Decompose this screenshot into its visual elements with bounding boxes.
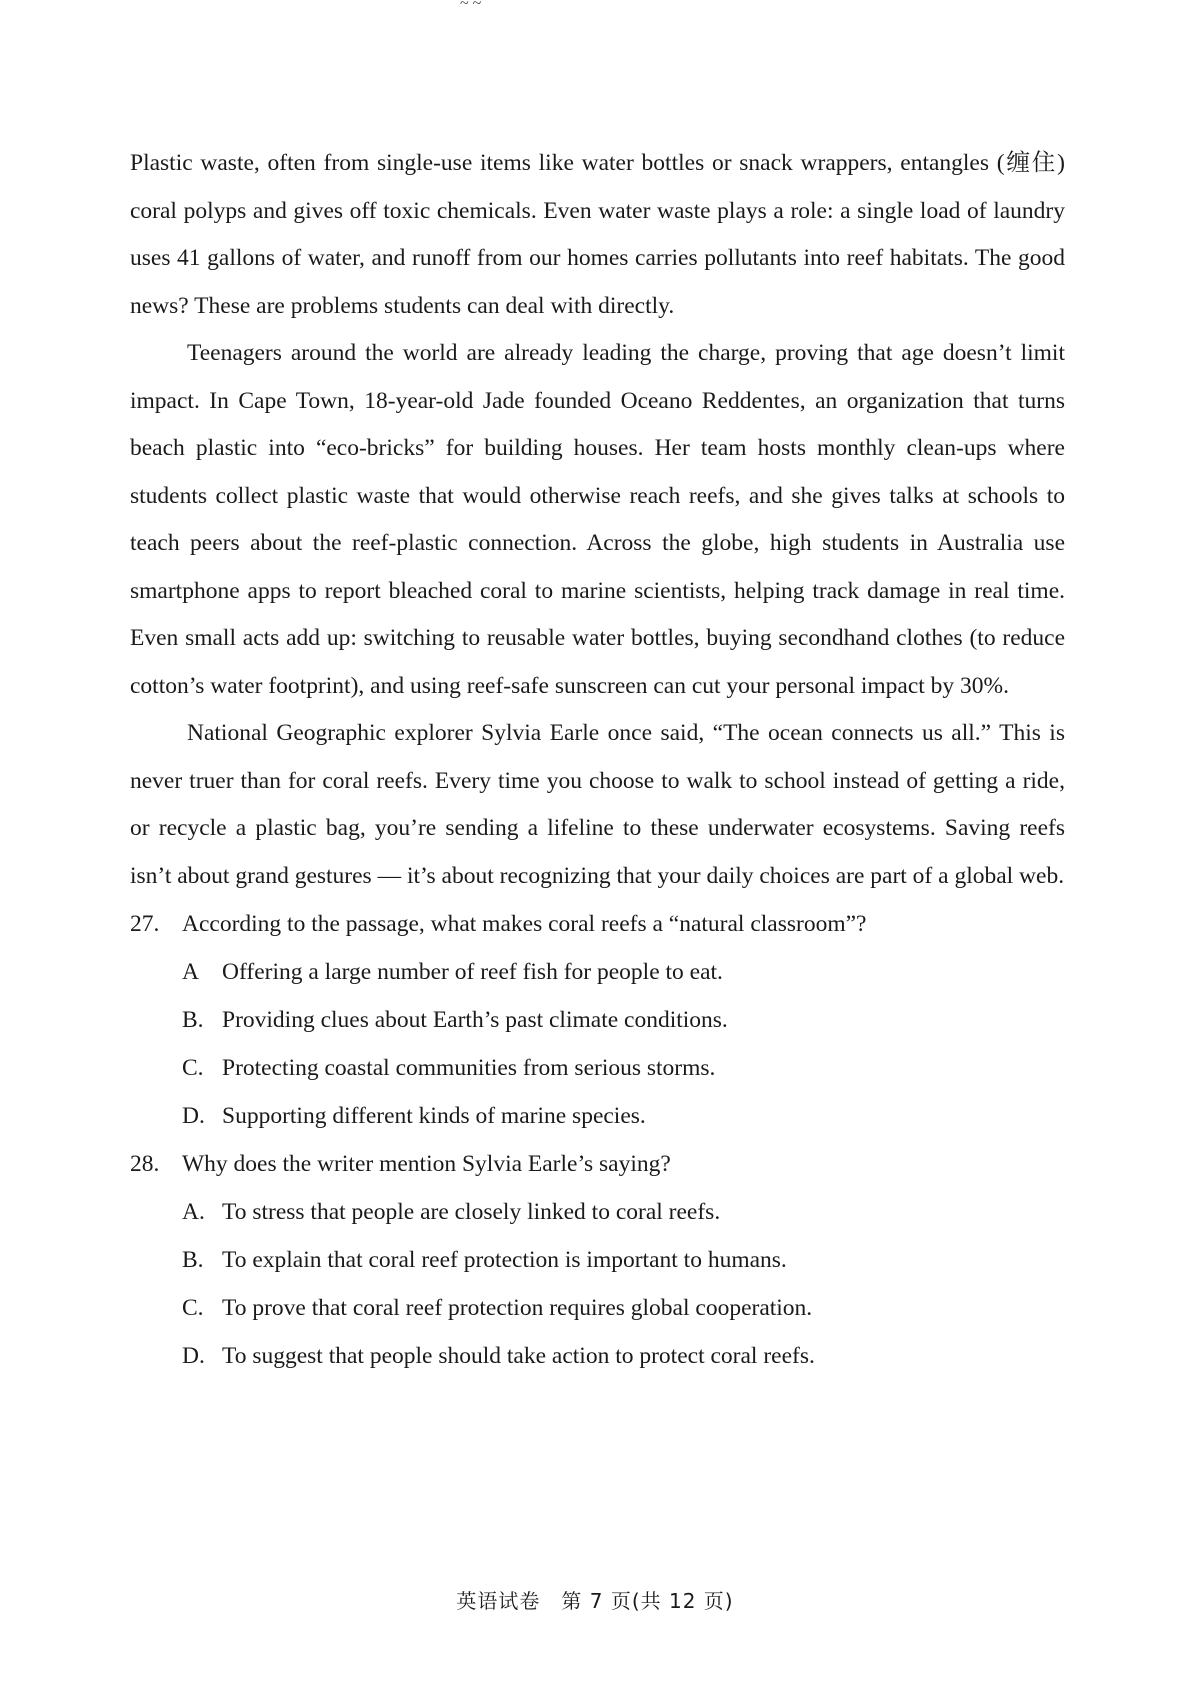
option-text: Providing clues about Earth’s past climate conditions. xyxy=(222,1007,728,1033)
option-list xyxy=(130,1188,1065,1380)
question-28 xyxy=(130,1140,1065,1380)
option-text: Offering a large number of reef fish for people to eat. xyxy=(222,959,723,985)
option-text: To explain that coral reef protection is important to humans. xyxy=(222,1247,787,1273)
option-list xyxy=(130,948,1065,1140)
option-text: To stress that people are closely linked to coral reefs. xyxy=(222,1199,721,1225)
option-letter: C. xyxy=(182,1055,204,1081)
question-text: Why does the writer mention Sylvia Earle’s saying? xyxy=(182,1151,671,1177)
option-text: To prove that coral reef protection requires global cooperation. xyxy=(222,1295,813,1321)
option-b xyxy=(130,996,1065,1044)
passage-paragraph-1: Plastic waste, often from single-use items like water bottles or snack wrappers, entangles (缠住) coral polyps and gives off toxic chemicals. Even water waste plays a role: a single load of laundry uses 41 gallons of water, and runoff from our homes carries pollutants into reef habitats. The good news? These are problems students can deal with directly. xyxy=(130,150,1065,319)
option-b xyxy=(130,1236,1065,1284)
question-text: According to the passage, what makes coral reefs a “natural classroom”? xyxy=(182,911,867,937)
option-letter: B. xyxy=(182,1007,204,1033)
passage-paragraph-2: Teenagers around the world are already leading the charge, proving that age doesn’t limit impact. In Cape Town, 18-year-old Jade founded Oceano Reddentes, an organization that turns beach plastic into “eco-bricks” for building houses. Her team hosts monthly clean-ups where students collect plastic waste that would otherwise reach reefs, and she gives talks at schools to teach peers about the reef-plastic connection. Across the globe, high students in Australia use smartphone apps to report bleached coral to marine scientists, helping track damage in real time. Even small acts add up: switching to reusable water bottles, buying secondhand clothes (to reduce cotton’s water footprint), and using reef-safe sunscreen can cut your personal impact by 30%. xyxy=(130,340,1065,699)
top-scan-mark: ~ ~ xyxy=(460,0,482,12)
option-text: Protecting coastal communities from serious storms. xyxy=(222,1055,716,1081)
option-d xyxy=(130,1332,1065,1380)
question-stem xyxy=(130,1140,1065,1188)
option-a xyxy=(130,948,1065,996)
option-d xyxy=(130,1092,1065,1140)
option-letter: D. xyxy=(182,1103,205,1129)
option-a xyxy=(130,1188,1065,1236)
question-number: 27. xyxy=(130,911,160,937)
option-letter: A xyxy=(182,959,199,985)
question-stem xyxy=(130,900,1065,948)
option-c xyxy=(130,1044,1065,1092)
passage-paragraph-3: National Geographic explorer Sylvia Earle once said, “The ocean connects us all.” This is never truer than for coral reefs. Every time you choose to walk to school instead of getting a ride, or recycle a plastic bag, you’re sending a lifeline to these underwater ecosystems. Saving reefs isn’t about grand gestures — it’s about recognizing that your daily choices are part of a global web. xyxy=(130,720,1065,889)
question-number: 28. xyxy=(130,1151,160,1177)
page-footer: 英语试卷 第 7 页(共 12 页) xyxy=(456,1589,734,1613)
option-letter: D. xyxy=(182,1343,205,1369)
option-letter: C. xyxy=(182,1295,204,1321)
option-c xyxy=(130,1284,1065,1332)
exam-page xyxy=(130,140,1065,1380)
option-text: Supporting different kinds of marine species. xyxy=(222,1103,646,1129)
option-letter: B. xyxy=(182,1247,204,1273)
option-text: To suggest that people should take action to protect coral reefs. xyxy=(222,1343,815,1369)
option-letter: A. xyxy=(182,1199,205,1225)
question-27 xyxy=(130,900,1065,1140)
